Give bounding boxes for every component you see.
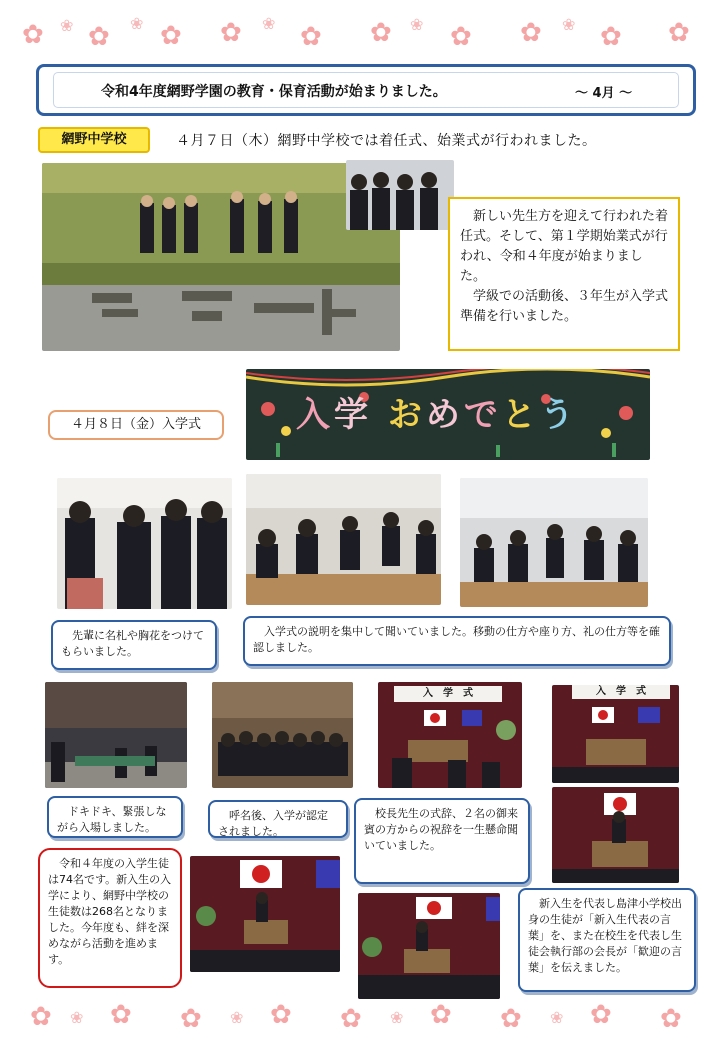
- petal-icon: ✿: [300, 22, 322, 52]
- page-title: 令和4年度網野学園の教育・保育活動が始まりました。: [101, 84, 447, 100]
- petal-icon: ✿: [180, 1004, 202, 1034]
- month-label: ～ 4月 ～: [575, 86, 633, 101]
- photo-badge-pinning: [57, 478, 232, 609]
- petal-icon: ✿: [590, 1000, 612, 1030]
- banner-char: う: [539, 395, 578, 435]
- petal-icon: ✿: [430, 1000, 452, 1030]
- banner-char: 学: [334, 395, 372, 435]
- caption-representatives: 新入生を代表し島津小学校出身の生徒が「新入生代表の言葉」を、また在校生を代表し生徒会執行部の会長が「歓迎の言葉」を伝えました。: [518, 888, 696, 992]
- petal-icon: ✿: [668, 18, 690, 48]
- stage-sign: 入 学 式: [596, 686, 646, 697]
- stage-sign: 入 学 式: [423, 688, 473, 699]
- photo-gym-seated: [212, 682, 353, 788]
- ceremony-date-label: ４月８日（金）入学式: [48, 410, 224, 440]
- photo-students-assembly-inset: [346, 160, 454, 230]
- petal-icon: ❀: [262, 14, 276, 33]
- photo-guest-address: [358, 893, 500, 999]
- caption-badges: 先輩に名札や胸花をつけてもらいました。: [51, 620, 217, 670]
- photo-classroom-1: [246, 474, 441, 605]
- petal-icon: ❀: [390, 1008, 404, 1027]
- petal-icon: ✿: [30, 1002, 52, 1032]
- congratulations-banner-text: [296, 391, 606, 439]
- enrollment-summary-box: 令和４年度の入学生徒は74名です。新入生の入学により、網野中学校の生徒数は268名となりました。今年度も、絆を深めながら活動を進めます。: [38, 848, 182, 988]
- petal-icon: ✿: [160, 21, 182, 51]
- photo-gym-entry: [45, 682, 187, 788]
- petal-icon: ✿: [450, 22, 472, 52]
- caption-speeches: 校長先生の式辞、２名の御来賓の方からの祝辞を一生懸命聞いていました。: [354, 798, 530, 884]
- petal-icon: ❀: [130, 14, 144, 33]
- petal-icon: ❀: [230, 1008, 244, 1027]
- petal-icon: ✿: [500, 1004, 522, 1034]
- petal-icon: ❀: [550, 1008, 564, 1027]
- petal-icon: ✿: [22, 20, 44, 50]
- caption-explanation: 入学式の説明を集中して聞いていました。移動の仕方や座り方、礼の仕方等を確認しました。: [243, 616, 671, 666]
- caption-roll-call: 呼名後、入学が認定されました。: [208, 800, 348, 838]
- photo-principal-address: [190, 856, 340, 972]
- header-banner: [36, 64, 696, 116]
- petal-icon: ✿: [520, 18, 542, 48]
- petal-icon: ✿: [600, 22, 622, 52]
- summary-paragraph: 学級での活動後、３年生が入学式準備を行いました。: [460, 289, 669, 324]
- banner-char: と: [501, 395, 540, 435]
- petal-icon: ✿: [220, 18, 242, 48]
- ceremony-summary-box: [448, 197, 680, 351]
- top-petal-border: [0, 14, 720, 54]
- petal-icon: ❀: [60, 16, 74, 35]
- petal-icon: ❀: [562, 15, 576, 34]
- section-headline: ４月７日（木）網野中学校では着任式、始業式が行われました。: [176, 133, 597, 149]
- banner-char: 入: [296, 395, 334, 435]
- photo-stage-speech: [378, 682, 522, 788]
- petal-icon: ✿: [370, 18, 392, 48]
- caption-entry: ドキドキ、緊張しながら入場しました。: [47, 796, 183, 838]
- photo-representative-speech: [552, 787, 679, 883]
- photo-stage-podium: [552, 685, 679, 783]
- petal-icon: ✿: [110, 1000, 132, 1030]
- petal-icon: ❀: [70, 1008, 84, 1027]
- banner-char: で: [463, 395, 502, 435]
- photo-congratulations-board: [246, 369, 650, 460]
- petal-icon: ✿: [88, 22, 110, 52]
- summary-paragraph: 新しい先生方を迎えて行われた着任式。そして、第１学期始業式が行われ、令和４年度が始まりました。: [460, 209, 669, 284]
- petal-icon: ✿: [340, 1004, 362, 1034]
- school-label: 網野中学校: [38, 127, 150, 153]
- petal-icon: ✿: [270, 1000, 292, 1030]
- photo-classroom-2: [460, 478, 648, 607]
- petal-icon: ✿: [660, 1004, 682, 1034]
- banner-char: お: [387, 395, 426, 435]
- petal-icon: ❀: [410, 15, 424, 34]
- banner-char: め: [425, 395, 464, 435]
- bottom-petal-border: [0, 996, 720, 1036]
